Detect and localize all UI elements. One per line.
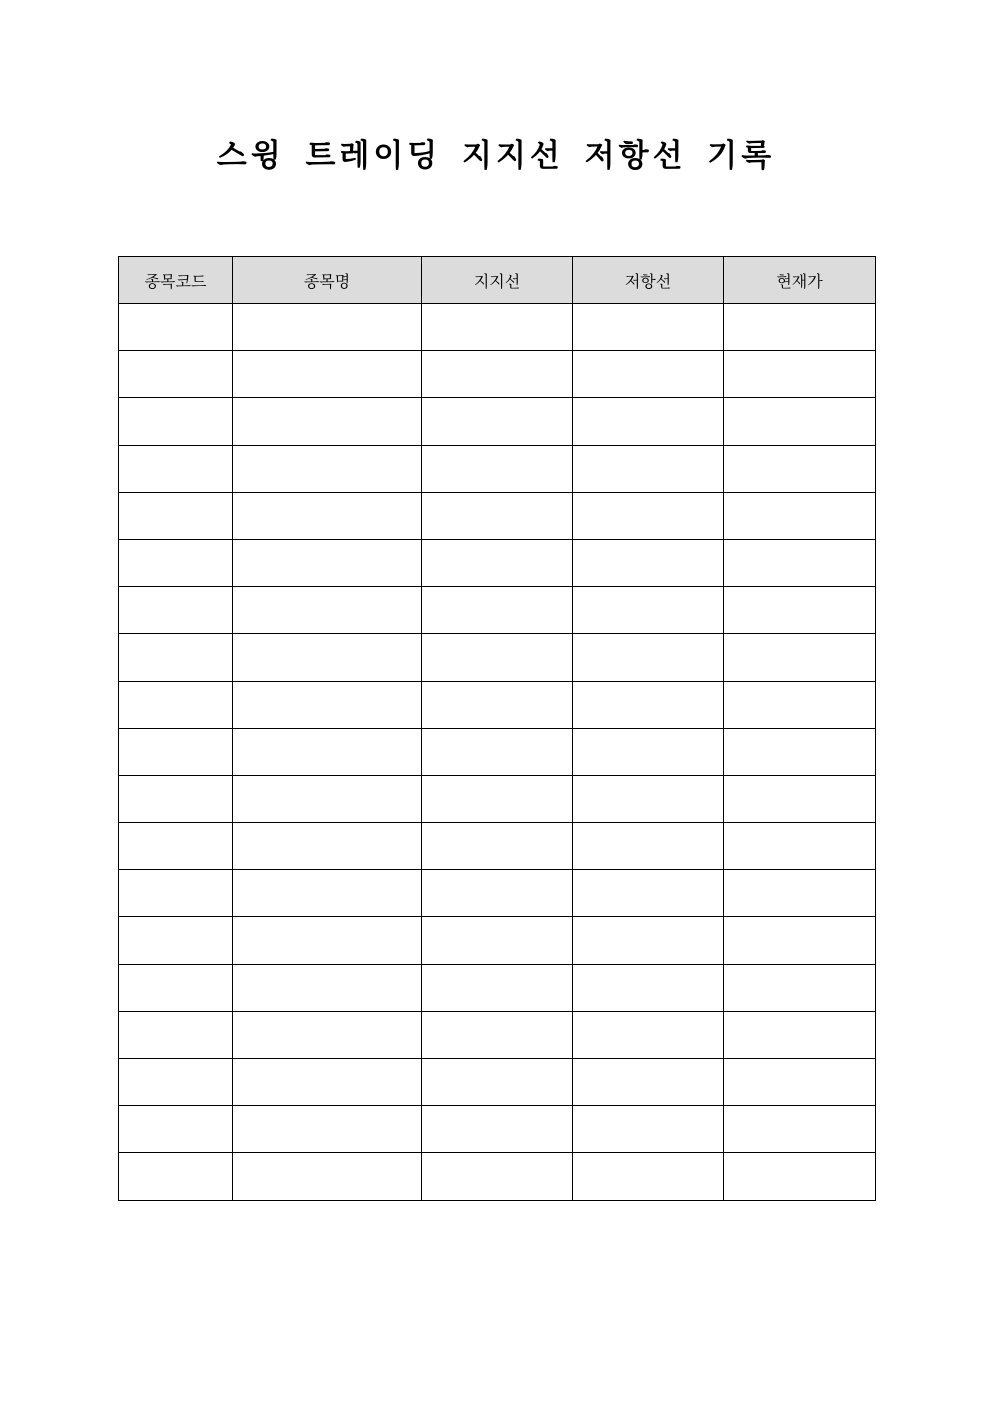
cell-code[interactable] xyxy=(119,1011,233,1058)
cell-name[interactable] xyxy=(233,681,422,728)
column-header-name: 종목명 xyxy=(233,257,422,304)
cell-resistance[interactable] xyxy=(573,351,724,398)
cell-current-price[interactable] xyxy=(724,964,876,1011)
cell-resistance[interactable] xyxy=(573,1059,724,1106)
table-body xyxy=(119,304,876,1201)
table-row xyxy=(119,398,876,445)
cell-name[interactable] xyxy=(233,823,422,870)
cell-code[interactable] xyxy=(119,539,233,586)
cell-name[interactable] xyxy=(233,1153,422,1200)
cell-support[interactable] xyxy=(422,823,573,870)
cell-current-price[interactable] xyxy=(724,539,876,586)
header-row xyxy=(119,257,876,304)
cell-current-price[interactable] xyxy=(724,587,876,634)
cell-name[interactable] xyxy=(233,1106,422,1153)
cell-current-price[interactable] xyxy=(724,728,876,775)
cell-current-price[interactable] xyxy=(724,681,876,728)
cell-current-price[interactable] xyxy=(724,634,876,681)
table-row xyxy=(119,728,876,775)
cell-name[interactable] xyxy=(233,634,422,681)
table-row xyxy=(119,1011,876,1058)
cell-name[interactable] xyxy=(233,398,422,445)
cell-resistance[interactable] xyxy=(573,1106,724,1153)
cell-code[interactable] xyxy=(119,351,233,398)
cell-current-price[interactable] xyxy=(724,1106,876,1153)
table-row xyxy=(119,1059,876,1106)
cell-code[interactable] xyxy=(119,492,233,539)
cell-code[interactable] xyxy=(119,587,233,634)
cell-code[interactable] xyxy=(119,917,233,964)
cell-code[interactable] xyxy=(119,1059,233,1106)
cell-support[interactable] xyxy=(422,1153,573,1200)
cell-current-price[interactable] xyxy=(724,917,876,964)
cell-name[interactable] xyxy=(233,304,422,351)
cell-support[interactable] xyxy=(422,539,573,586)
cell-current-price[interactable] xyxy=(724,351,876,398)
cell-resistance[interactable] xyxy=(573,870,724,917)
table-row xyxy=(119,1153,876,1200)
cell-code[interactable] xyxy=(119,398,233,445)
cell-current-price[interactable] xyxy=(724,398,876,445)
cell-code[interactable] xyxy=(119,1153,233,1200)
column-header-resistance: 저항선 xyxy=(573,257,724,304)
cell-resistance[interactable] xyxy=(573,587,724,634)
cell-name[interactable] xyxy=(233,775,422,822)
cell-resistance[interactable] xyxy=(573,728,724,775)
cell-name[interactable] xyxy=(233,728,422,775)
cell-code[interactable] xyxy=(119,870,233,917)
cell-code[interactable] xyxy=(119,964,233,1011)
column-header-support: 지지선 xyxy=(422,257,573,304)
cell-name[interactable] xyxy=(233,917,422,964)
cell-resistance[interactable] xyxy=(573,539,724,586)
table-row xyxy=(119,870,876,917)
cell-resistance[interactable] xyxy=(573,492,724,539)
cell-current-price[interactable] xyxy=(724,492,876,539)
cell-resistance[interactable] xyxy=(573,398,724,445)
cell-current-price[interactable] xyxy=(724,870,876,917)
table-row xyxy=(119,445,876,492)
table-row xyxy=(119,492,876,539)
cell-current-price[interactable] xyxy=(724,1059,876,1106)
cell-support[interactable] xyxy=(422,351,573,398)
cell-resistance[interactable] xyxy=(573,775,724,822)
cell-code[interactable] xyxy=(119,775,233,822)
cell-support[interactable] xyxy=(422,964,573,1011)
cell-resistance[interactable] xyxy=(573,304,724,351)
cell-code[interactable] xyxy=(119,823,233,870)
cell-support[interactable] xyxy=(422,917,573,964)
cell-code[interactable] xyxy=(119,634,233,681)
cell-name[interactable] xyxy=(233,492,422,539)
column-header-current-price: 현재가 xyxy=(724,257,876,304)
cell-support[interactable] xyxy=(422,445,573,492)
cell-resistance[interactable] xyxy=(573,1153,724,1200)
cell-code[interactable] xyxy=(119,304,233,351)
cell-code[interactable] xyxy=(119,728,233,775)
cell-support[interactable] xyxy=(422,492,573,539)
column-header-code: 종목코드 xyxy=(119,257,233,304)
cell-resistance[interactable] xyxy=(573,917,724,964)
cell-support[interactable] xyxy=(422,870,573,917)
table-row xyxy=(119,587,876,634)
cell-current-price[interactable] xyxy=(724,304,876,351)
table-row xyxy=(119,539,876,586)
cell-support[interactable] xyxy=(422,681,573,728)
cell-resistance[interactable] xyxy=(573,1011,724,1058)
record-table xyxy=(118,256,876,1201)
cell-current-price[interactable] xyxy=(724,1153,876,1200)
table-row xyxy=(119,1106,876,1153)
table-row xyxy=(119,823,876,870)
cell-name[interactable] xyxy=(233,539,422,586)
table-row xyxy=(119,304,876,351)
cell-support[interactable] xyxy=(422,398,573,445)
cell-name[interactable] xyxy=(233,445,422,492)
cell-name[interactable] xyxy=(233,964,422,1011)
cell-support[interactable] xyxy=(422,728,573,775)
table-row xyxy=(119,351,876,398)
table-row xyxy=(119,681,876,728)
cell-current-price[interactable] xyxy=(724,823,876,870)
cell-current-price[interactable] xyxy=(724,445,876,492)
cell-resistance[interactable] xyxy=(573,681,724,728)
cell-resistance[interactable] xyxy=(573,823,724,870)
table-row xyxy=(119,917,876,964)
cell-support[interactable] xyxy=(422,587,573,634)
cell-support[interactable] xyxy=(422,1059,573,1106)
cell-support[interactable] xyxy=(422,1011,573,1058)
table-row xyxy=(119,775,876,822)
cell-support[interactable] xyxy=(422,634,573,681)
cell-name[interactable] xyxy=(233,351,422,398)
cell-resistance[interactable] xyxy=(573,964,724,1011)
cell-resistance[interactable] xyxy=(573,445,724,492)
cell-code[interactable] xyxy=(119,445,233,492)
cell-resistance[interactable] xyxy=(573,634,724,681)
cell-name[interactable] xyxy=(233,870,422,917)
page-title: 스윙 트레이딩 지지선 저항선 기록 xyxy=(216,138,776,174)
table-row xyxy=(119,634,876,681)
cell-name[interactable] xyxy=(233,587,422,634)
cell-current-price[interactable] xyxy=(724,1011,876,1058)
cell-support[interactable] xyxy=(422,304,573,351)
table-row xyxy=(119,964,876,1011)
cell-support[interactable] xyxy=(422,775,573,822)
cell-name[interactable] xyxy=(233,1059,422,1106)
cell-name[interactable] xyxy=(233,1011,422,1058)
cell-current-price[interactable] xyxy=(724,775,876,822)
cell-code[interactable] xyxy=(119,681,233,728)
cell-support[interactable] xyxy=(422,1106,573,1153)
cell-code[interactable] xyxy=(119,1106,233,1153)
